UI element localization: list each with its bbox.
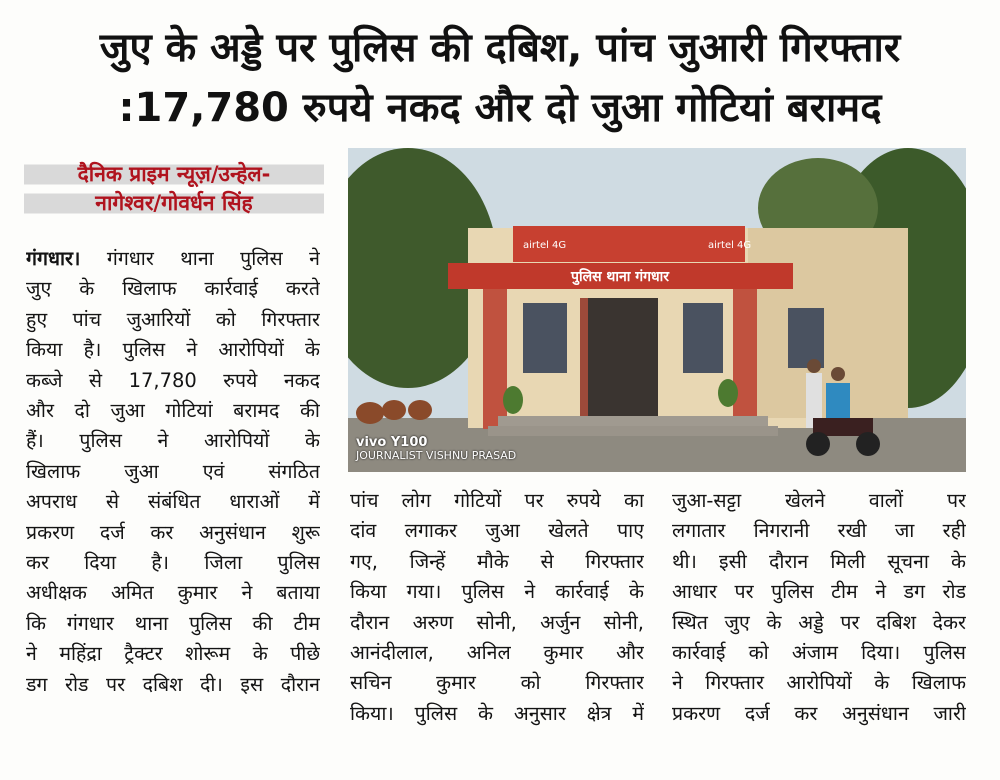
ad-right-text: airtel 4G bbox=[708, 240, 752, 251]
article-line-text: गंगधार थाना पुलिस ने bbox=[106, 247, 320, 270]
photo-illustration bbox=[348, 148, 966, 472]
byline-line-2: नागेश्वर/गोवर्धन सिंह bbox=[24, 189, 324, 218]
article-line: ने गिरफ्तार आरोपियों के खिलाफ bbox=[672, 671, 966, 695]
camera-brand: vivo Y100 bbox=[356, 435, 428, 450]
article-line: आनंदीलाल, अनिल कुमार और bbox=[350, 641, 644, 665]
article-line: कार्रवाई को अंजाम दिया। पुलिस bbox=[672, 641, 966, 665]
article-column-2 bbox=[350, 486, 644, 729]
article-line: कब्जे से 17,780 रुपये नकद bbox=[26, 368, 320, 392]
article-line: जुए के खिलाफ कार्रवाई करते bbox=[26, 277, 320, 301]
article-column-1 bbox=[26, 244, 320, 700]
dateline: गंगधार। bbox=[26, 247, 81, 270]
article-line: किया गया। पुलिस ने कार्रवाई के bbox=[350, 580, 644, 604]
article-line: किया। पुलिस के अनुसार क्षेत्र में bbox=[350, 701, 644, 725]
article-line: सचिन कुमार को गिरफ्तार bbox=[350, 671, 644, 695]
photo-caption: JOURNALIST VISHNU PRASAD bbox=[356, 449, 517, 462]
article-line: अपराध से संबंधित धाराओं में bbox=[26, 490, 320, 514]
photo-watermark bbox=[356, 436, 516, 462]
article-line: हैं। पुलिस ने आरोपियों के bbox=[26, 429, 320, 453]
article-line: खिलाफ जुआ एवं संगठित bbox=[26, 459, 320, 483]
article-line: प्रकरण दर्ज कर अनुसंधान जारी bbox=[672, 701, 966, 725]
article-line: गए, जिन्हें मौके से गिरफ्तार bbox=[350, 549, 644, 573]
byline bbox=[24, 160, 324, 218]
article-line: कर दिया है। जिला पुलिस bbox=[26, 551, 320, 575]
article-line: जुआ-सट्टा खेलने वालों पर bbox=[672, 489, 966, 512]
ad-left-text: airtel 4G bbox=[523, 240, 567, 251]
article-line: स्थित जुए के अड्डे पर दबिश देकर bbox=[672, 610, 966, 634]
article-line: दांव लगाकर जुआ खेलते पाए bbox=[350, 519, 644, 543]
article-line: और दो जुआ गोटियां बरामद की bbox=[26, 399, 320, 423]
police-station-photo bbox=[348, 148, 966, 472]
article-line: ने महिंद्रा ट्रैक्टर शोरूम के पीछे bbox=[26, 642, 320, 666]
article-line: किया है। पुलिस ने आरोपियों के bbox=[26, 338, 320, 362]
article-line: कि गंगधार थाना पुलिस की टीम bbox=[26, 611, 320, 635]
article-line: हुए पांच जुआरियों को गिरफ्तार bbox=[26, 307, 320, 331]
article-line: अधीक्षक अमित कुमार ने बताया bbox=[26, 581, 320, 605]
article-line: थी। इसी दौरान मिली सूचना के bbox=[672, 549, 966, 573]
article-line: आधार पर पुलिस टीम ने डग रोड bbox=[672, 580, 966, 604]
station-sign: पुलिस थाना गंगधार bbox=[571, 269, 669, 285]
headline-line-1: जुए के अड्डे पर पुलिस की दबिश, पांच जुआरी गिरफ्तार bbox=[99, 25, 901, 71]
article-line: पांच लोग गोटियों पर रुपये का bbox=[350, 489, 644, 512]
headline-line-2: :17,780 रुपये नकद और दो जुआ गोटियां बरामद bbox=[118, 85, 882, 131]
article-line: दौरान अरुण सोनी, अर्जुन सोनी, bbox=[350, 610, 644, 634]
article-line bbox=[26, 244, 320, 274]
article-column-3 bbox=[672, 486, 966, 729]
article-line: लगातार निगरानी रखी जा रही bbox=[672, 519, 966, 543]
article-line: डग रोड पर दबिश दी। इस दौरान bbox=[26, 672, 320, 696]
byline-line-1: दैनिक प्राइम न्यूज़/उन्हेल- bbox=[24, 160, 324, 189]
article-line: प्रकरण दर्ज कर अनुसंधान शुरू bbox=[26, 520, 320, 544]
